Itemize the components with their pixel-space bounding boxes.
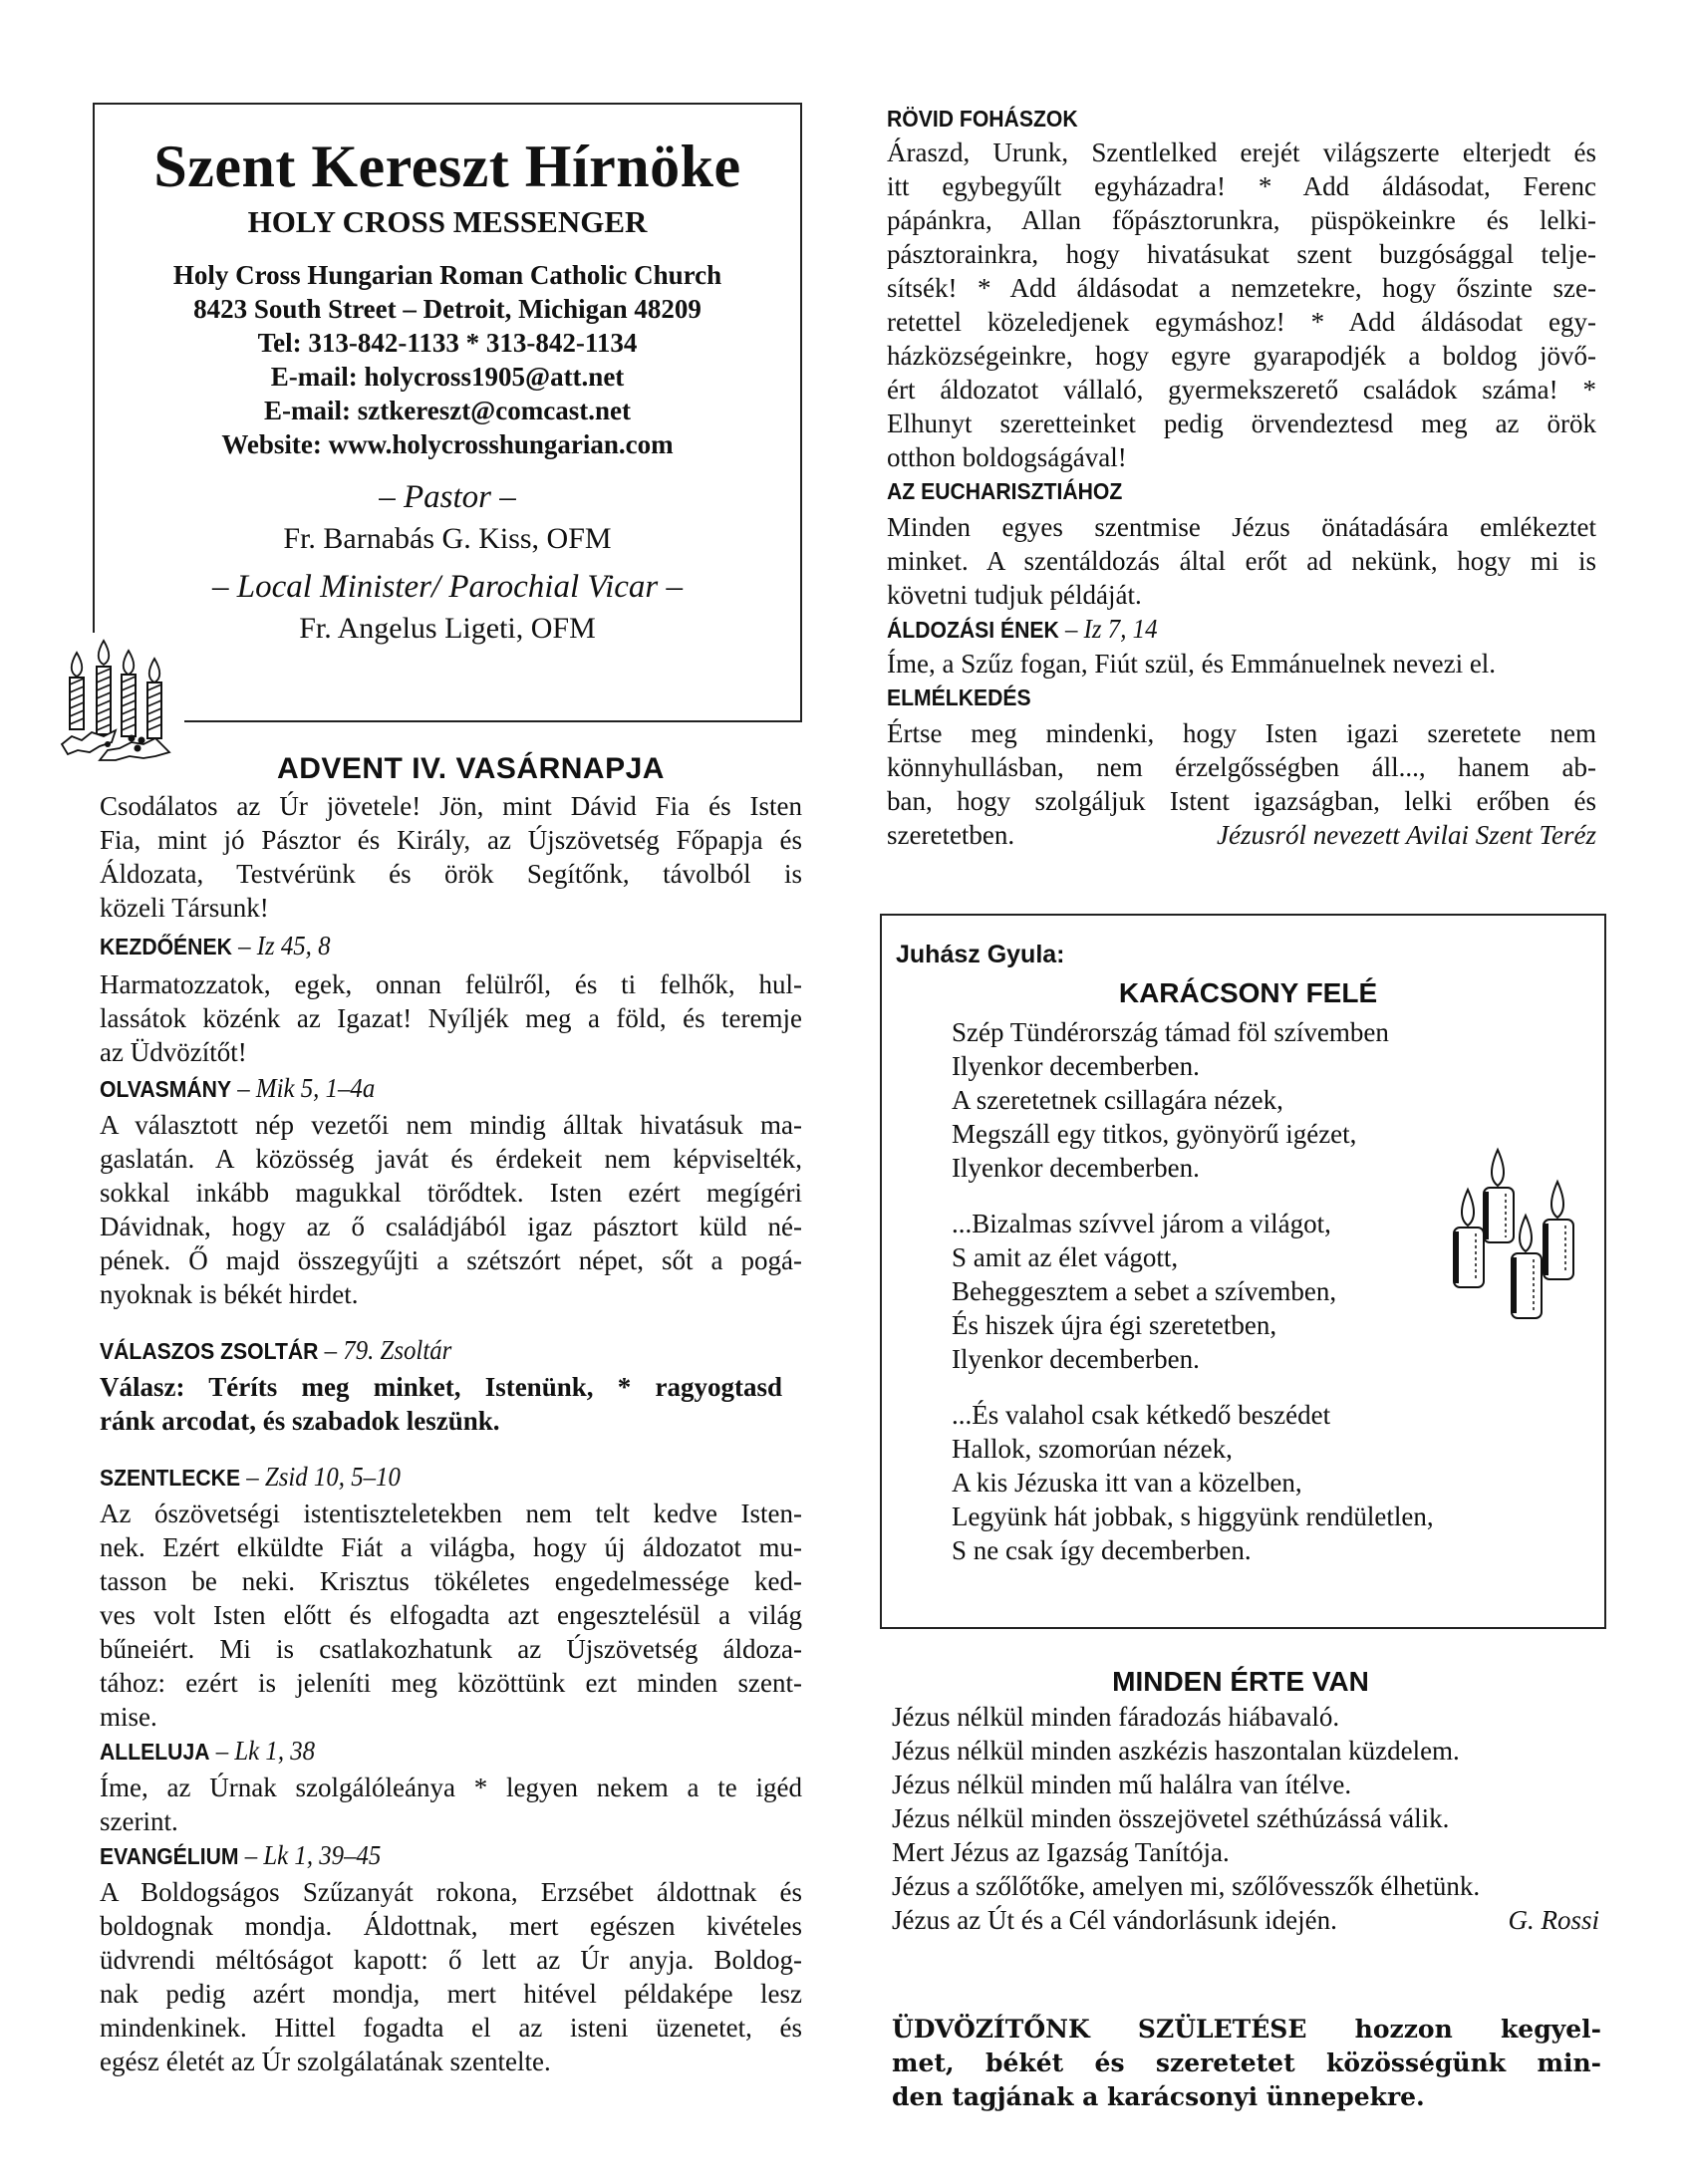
scripture-reference: Lk 1, 39–45: [263, 1840, 382, 1870]
text-line: [887, 818, 1596, 852]
text-line: Harmatozzatok, egek, onnan felülről, és ti felhők, hul-: [100, 969, 802, 999]
poem-line: S ne csak így decemberben.: [952, 1535, 1252, 1565]
text-line: Csodálatos az Úr jövetele! Jön, mint Dávid Fia és Isten: [100, 791, 802, 821]
text-line: Értse meg mindenki, hogy Isten igazi szeretete nem: [887, 718, 1596, 748]
poem-box: [880, 914, 1606, 1629]
text-line: ban, hogy szolgáljuk Istent igazságban, lelki erőben és: [887, 786, 1596, 816]
scripture-reference: Lk 1, 38: [234, 1736, 316, 1766]
text-line: otthon boldogságával!: [887, 442, 1127, 472]
pastor-name: Fr. Barnabás G. Kiss, OFM: [283, 522, 612, 555]
text-line: Íme, az Úrnak szolgálóleánya * legyen nekem a te igéd: [100, 1773, 802, 1802]
text-line: Áldozata, Testvérünk és örök Segítőnk, távolból is: [100, 859, 802, 889]
fohaszok-text: [887, 136, 1596, 474]
quote-attribution: Jézusról nevezett Avilai Szent Teréz: [1217, 820, 1596, 850]
text-line: pásztorainkra, hogy hivatásukat szent buzgósággal telje-: [887, 239, 1596, 269]
text-line: itt egybegyűlt egyházadra! * Add áldásodat, Ferenc: [887, 171, 1596, 201]
heading-separator: –: [1058, 614, 1084, 644]
greeting-line: met, békét és szeretetet közösségünk min-: [892, 2048, 1601, 2077]
szentlecke-text: [100, 1497, 802, 1734]
text-line: szerint.: [100, 1806, 178, 1836]
heading-elmelkedes: ELMÉLKEDÉS: [887, 684, 1031, 710]
text-line: Jézus a szőlőtőke, amelyen mi, szőlővesszők élhetünk.: [892, 1871, 1481, 1901]
poem-body: [952, 1015, 1434, 1589]
eucharisztia-text: [887, 510, 1596, 612]
scripture-reference: Mik 5, 1–4a: [255, 1073, 376, 1103]
phone-numbers: Tel: 313-842-1133 * 313-842-1134: [257, 328, 638, 358]
text-line: A választott nép vezetői nem mindig álltak hivatásuk ma-: [100, 1110, 802, 1140]
text-line: tához: ezért is jeleníti meg közöttünk ezt minden szent-: [100, 1668, 802, 1698]
heading-zsoltar: [100, 1333, 746, 1368]
poem-line: Megszáll egy titkos, gyönyörű igézet,: [952, 1119, 1357, 1149]
heading-label: VÁLASZOS ZSOLTÁR: [100, 1338, 319, 1364]
masthead-box: [93, 103, 802, 722]
text-line: nek. Ezért elküldte Fiát a világba, hogy új áldozatot mu-: [100, 1532, 802, 1562]
greeting-line: [892, 2013, 1601, 2047]
email-link-2[interactable]: E-mail: sztkereszt@comcast.net: [264, 396, 631, 425]
elmelkedes-text: [887, 716, 1596, 852]
text-line: közeli Társunk!: [100, 893, 269, 923]
text-fragment: szeretetben.: [887, 820, 1015, 850]
pastor-role: – Pastor –: [379, 479, 516, 515]
heading-separator: –: [318, 1335, 344, 1365]
vicar-role: – Local Minister/ Parochial Vicar –: [211, 569, 684, 605]
heading-szentlecke: [100, 1460, 746, 1495]
minden-erte-van-section: [892, 1664, 1599, 1937]
text-line: Jézus nélkül minden fáradozás hiábavaló.: [892, 1702, 1340, 1732]
church-address: 8423 South Street – Detroit, Michigan 48209: [193, 294, 702, 324]
heading-alleluja: [100, 1734, 746, 1769]
text-line: Minden egyes szentmise Jézus önátadására emlékeztet: [887, 512, 1596, 542]
poem-line: ...És valahol csak kétkedő beszédet: [952, 1400, 1331, 1430]
church-name: Holy Cross Hungarian Roman Catholic Church: [172, 260, 722, 290]
text-line: mise.: [100, 1702, 157, 1732]
poem-line: Beheggesztem a sebet a szívemben,: [952, 1276, 1337, 1306]
poem-line: Ilyenkor decemberben.: [952, 1051, 1200, 1081]
text-line: ves volt Isten előtt és elfogadta azt engesztelésül a világ: [100, 1600, 802, 1630]
text-line: Jézus nélkül minden mű halálra van ítélve.: [892, 1770, 1352, 1799]
text-line: könnyhullásban, nem érzelgősségben áll..., hanem ab-: [887, 752, 1596, 782]
text-line: házközségeinkre, hogy egyre gyarapodjék a boldog jövő-: [887, 341, 1596, 371]
text-line: Az ószövetségi istentiszteletekben nem telt kedve Isten-: [100, 1499, 802, 1528]
heading-eucharisztia: AZ EUCHARISZTIÁHOZ: [887, 478, 1123, 504]
scripture-reference: Zsid 10, 5–10: [264, 1462, 401, 1492]
text-line: követni tudjuk példáját.: [887, 580, 1142, 610]
advent-wreath-candles-icon: [60, 633, 184, 762]
heading-label: ÁLDOZÁSI ÉNEK: [887, 617, 1059, 643]
text-line: Mert Jézus az Igazság Tanítója.: [892, 1837, 1230, 1867]
text-line: pápánkra, Allan főpásztorunkra, püspökeinkre és lelki-: [887, 205, 1596, 235]
poem-line: Szép Tündérország támad föl szívemben: [952, 1017, 1389, 1047]
heading-label: OLVASMÁNY: [100, 1076, 232, 1102]
left-column: [100, 749, 802, 2078]
contact-block: [95, 258, 800, 461]
text-line: Válasz: Téríts meg minket, Istenünk, * ragyogtasd: [100, 1372, 782, 1402]
heading-aldozasi-enek: [887, 612, 1540, 647]
heading-label: KEZDŐÉNEK: [100, 934, 232, 959]
text-line: ért áldozatot vállaló, gyermekszerető családok száma! *: [887, 375, 1596, 405]
text-line: bűneiért. Mi is csatlakozhatunk az Újszövetség áldoza-: [100, 1634, 802, 1664]
text-line: tasson be neki. Krisztus tökéletes engedelmessége ked-: [100, 1566, 802, 1596]
poem-line: Ilyenkor decemberben.: [952, 1153, 1200, 1183]
quote-attribution: G. Rossi: [1508, 1905, 1599, 1935]
heading-evangelium: [100, 1838, 746, 1873]
poem-line: És hiszek újra égi szeretetben,: [952, 1310, 1277, 1340]
text-line: gaslatán. A közösség javát és érdekeit nem képviselték,: [100, 1144, 802, 1174]
text-fragment: Jézus az Út és a Cél vándorlásunk idején.: [892, 1905, 1337, 1935]
poem-title: KARÁCSONY FELÉ: [1118, 977, 1378, 1008]
poem-line: S amit az élet vágott,: [952, 1242, 1179, 1272]
heading-label: ALLELUJA: [100, 1739, 210, 1765]
text-line: Áraszd, Urunk, Szentlelked erejét világszerte elterjedt és: [887, 137, 1596, 167]
text-line: Fia, mint jó Pásztor és Király, az Újszövetség Főpapja és: [100, 825, 802, 855]
text-line: sokkal inkább magukkal törődtek. Isten ezért megígéri: [100, 1178, 802, 1208]
text-line: minket. A szentáldozás által erőt ad nekünk, hogy mi is: [887, 546, 1596, 576]
text-line: üdvrendi méltóságot kapott: ő lett az Úr anyja. Boldog-: [100, 1945, 802, 1975]
section-title-minden: MINDEN ÉRTE VAN: [1112, 1666, 1369, 1697]
poem-line: Legyünk hát jobbak, s higgyünk rendületlen,: [952, 1502, 1434, 1531]
text-line: mindenkinek. Hittel fogadta el az isteni üzenetet, és: [100, 2013, 802, 2043]
greeting-line: den tagjának a karácsonyi ünnepekre.: [892, 2082, 1425, 2111]
heading-separator: –: [231, 1073, 256, 1103]
text-line: Íme, a Szűz fogan, Fiút szül, és Emmánuelnek nevezi el.: [887, 649, 1497, 679]
text-line: nyoknak is békét hirdet.: [100, 1279, 359, 1309]
advent-intro: [100, 789, 802, 925]
text-line: sítsék! * Add áldásodat a nemzetekre, hogy őszinte sze-: [887, 273, 1596, 303]
text-line: egész életét az Úr szolgálatának szentelte.: [100, 2047, 551, 2076]
section-title-advent: ADVENT IV. VASÁRNAPJA: [277, 752, 665, 785]
scripture-reference: 79. Zsoltár: [343, 1335, 452, 1365]
poem-stanza: [952, 1207, 1434, 1376]
text-line: retettel közeledjenek egymáshoz! * Add áldásodat egy-: [887, 307, 1596, 337]
text-line: Jézus nélkül minden aszkézis haszontalan küzdelem.: [892, 1736, 1460, 1766]
text-line: A Boldogságos Szűzanyát rokona, Erzsébet áldottnak és: [100, 1877, 802, 1907]
vicar-name: Fr. Angelus Ligeti, OFM: [299, 612, 596, 645]
alleluja-text: [100, 1771, 802, 1838]
text-fragment: hozzon kegyel-: [1354, 2015, 1601, 2044]
four-candles-icon: [1450, 1140, 1589, 1329]
minden-text: [892, 1700, 1599, 1937]
text-line: lassátok közénk az Igazat! Nyíljék meg a föld, és teremje: [100, 1003, 802, 1033]
poem-line: A kis Jézuska itt van a közelben,: [952, 1468, 1302, 1498]
text-line: boldognak mondja. Áldottnak, mert egészen kivételes: [100, 1911, 802, 1941]
psalm-response: [100, 1370, 802, 1438]
olvasmany-text: [100, 1108, 802, 1311]
email-link-1[interactable]: E-mail: holycross1905@att.net: [270, 362, 625, 392]
heading-label: EVANGÉLIUM: [100, 1843, 239, 1869]
text-line: [892, 1903, 1599, 1937]
heading-olvasmany: [100, 1071, 746, 1106]
poem-author: Juhász Gyula:: [896, 941, 1065, 968]
text-line: az Üdvözítőt!: [100, 1037, 247, 1067]
right-column-top: [887, 102, 1596, 852]
text-line: Jézus nélkül minden összejövetel széthúzássá válik.: [892, 1803, 1450, 1833]
christmas-greeting: [892, 2013, 1601, 2114]
heading-separator: –: [231, 931, 257, 960]
newsletter-subtitle: HOLY CROSS MESSENGER: [247, 204, 648, 239]
text-line: pének. Ő majd összegyűjti a szétszórt népet, sőt a pogá-: [100, 1245, 802, 1275]
poem-stanza: [952, 1398, 1434, 1567]
website-link[interactable]: Website: www.holycrosshungarian.com: [221, 429, 674, 459]
aldozasi-text: [887, 647, 1596, 681]
text-line: ránk arcodat, és szabadok leszünk.: [100, 1406, 500, 1436]
heading-separator: –: [238, 1840, 264, 1870]
poem-stanza: [952, 1015, 1434, 1185]
scripture-reference: Iz 45, 8: [256, 931, 331, 960]
poem-line: Hallok, szomorúan nézek,: [952, 1434, 1233, 1464]
heading-kezdoenek: [100, 929, 746, 963]
text-line: Elhunyt szeretteinket pedig örvendeztesd meg az örök: [887, 409, 1596, 438]
kezdoenek-text: [100, 967, 802, 1069]
evangelium-text: [100, 1875, 802, 2078]
text-line: nak pedig azért mondja, mert hitével példaképe lesz: [100, 1979, 802, 2009]
greeting-emphasis: ÜDVÖZÍTŐNK SZÜLETÉSE: [892, 2015, 1307, 2044]
heading-fohaszok: RÖVID FOHÁSZOK: [887, 106, 1078, 132]
text-line: Dávidnak, hogy az ő családjából igaz pásztort küld né-: [100, 1212, 802, 1241]
poem-line: A szeretetnek csillagára nézek,: [952, 1085, 1283, 1115]
newsletter-title: Szent Kereszt Hírnöke: [153, 134, 741, 199]
scripture-reference: Iz 7, 14: [1083, 614, 1158, 644]
poem-line: ...Bizalmas szívvel járom a világot,: [952, 1209, 1331, 1238]
heading-label: SZENTLECKE: [100, 1465, 241, 1491]
heading-separator: –: [240, 1462, 265, 1492]
heading-separator: –: [209, 1736, 235, 1766]
poem-line: Ilyenkor decemberben.: [952, 1344, 1200, 1374]
